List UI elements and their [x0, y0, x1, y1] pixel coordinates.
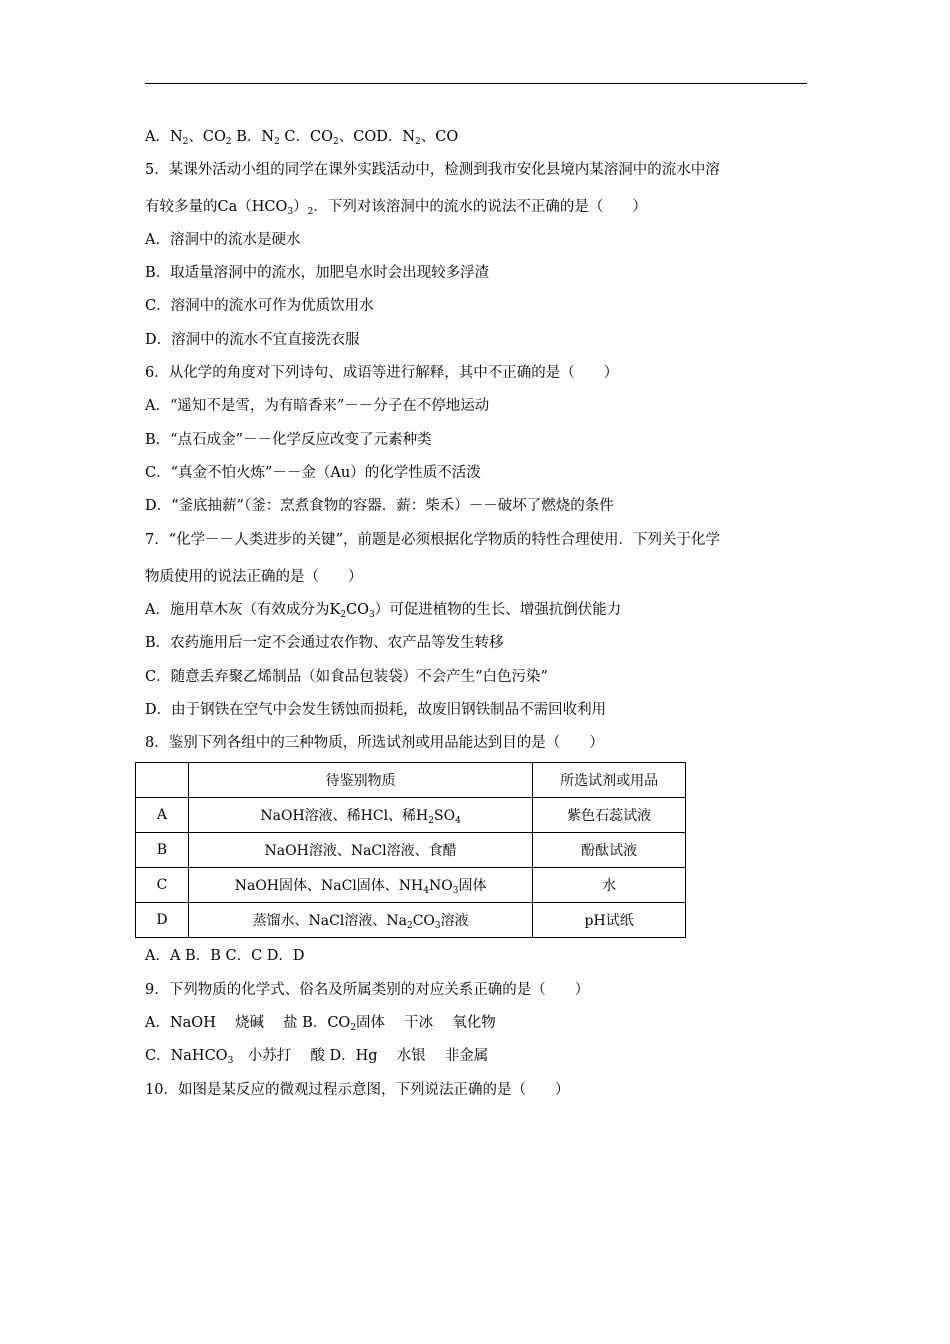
- q8-options: A．A B．B C．C D．D: [145, 948, 305, 964]
- table-row: [136, 903, 686, 938]
- table-header-cell: [136, 763, 189, 798]
- q8-table: [135, 762, 686, 938]
- table-header-cell: 待鉴别物质: [188, 763, 532, 798]
- q5-option-d: D．溶洞中的流水不宜直接洗衣服: [145, 332, 360, 348]
- q7-stem-line1: 7．“化学－－人类进步的关键”，前题是必须根据化学物质的特性合理使用．下列关于化学: [145, 532, 721, 548]
- table-header-cell: 所选试剂或用品: [533, 763, 686, 798]
- table-row: [136, 798, 686, 833]
- q7-option-d: D．由于钢铁在空气中会发生锈蚀而损耗，故废旧钢铁制品不需回收利用: [145, 702, 607, 718]
- row-label: D: [136, 903, 189, 938]
- q9-options-line2: C．NaHCO$_3$ 小苏打 酸 D．Hg 水银 非金属: [145, 1048, 489, 1066]
- row-label: C: [136, 868, 189, 903]
- q6-option-d: D．“釜底抽薪”（釜：烹煮食物的容器．薪：柴禾）－－破坏了燃烧的条件: [145, 498, 614, 514]
- q6-option-c: C．“真金不怕火炼”－－金（Au）的化学性质不活泼: [145, 465, 481, 481]
- row-reagent: 酚酞试液: [533, 833, 686, 868]
- q7-option-a: A．施用草木灰（有效成分为$K_2CO_3$）可促进植物的生长、增强抗倒伏能力: [145, 602, 622, 620]
- q7-stem-line2: 物质使用的说法正确的是（ ）: [145, 569, 363, 585]
- row-label: B: [136, 833, 189, 868]
- q10-stem: 10．如图是某反应的微观过程示意图，下列说法正确的是（ ）: [145, 1082, 570, 1098]
- q4-options: A．$N_2$、$CO_2$ B．$N_2$ C．$CO_2$、COD．$N_2$、CO: [145, 129, 459, 147]
- row-reagent: pH试纸: [533, 903, 686, 938]
- row-reagent: 水: [533, 868, 686, 903]
- table-row: [136, 833, 686, 868]
- q5-stem-line1: 5．某课外活动小组的同学在课外实践活动中，检测到我市安化县境内某溶洞中的流水中溶: [145, 162, 720, 178]
- q5-option-b: B．取适量溶洞中的流水，加肥皂水时会出现较多浮渣: [145, 265, 490, 281]
- row-materials: NaOH固体、NaCl固体、$NH_4NO_3$固体: [188, 868, 532, 903]
- row-materials: 蒸馏水、NaCl溶液、$Na_2CO_3$溶液: [188, 903, 532, 938]
- q7-option-c: C．随意丢弃聚乙烯制品（如食品包装袋）不会产生“白色污染”: [145, 669, 548, 685]
- q9-options-line1: A．NaOH 烧碱 盐 B．$CO_2$固体 干冰 氧化物: [145, 1015, 496, 1033]
- q9-stem: 9．下列物质的化学式、俗名及所属类别的对应关系正确的是（ ）: [145, 982, 590, 998]
- q5-stem-line2: 有较多量的$Ca(HCO_3)_2$．下列对该溶洞中的流水的说法不正确的是（ ）: [145, 199, 647, 217]
- q6-option-a: A．“遥知不是雪，为有暗香来”－－分子在不停地运动: [145, 398, 490, 414]
- table-header-row: [136, 763, 686, 798]
- q5-option-c: C．溶洞中的流水可作为优质饮用水: [145, 298, 374, 314]
- q6-stem: 6．从化学的角度对下列诗句、成语等进行解释，其中不正确的是（ ）: [145, 365, 619, 381]
- row-reagent: 紫色石蕊试液: [533, 798, 686, 833]
- row-materials: NaOH溶液、稀HCl、稀$H_2SO_4$: [188, 798, 532, 833]
- q8-stem: 8．鉴别下列各组中的三种物质，所选试剂或用品能达到目的是（ ）: [145, 735, 604, 751]
- row-label: A: [136, 798, 189, 833]
- table-row: [136, 868, 686, 903]
- q6-option-b: B．“点石成金”－－化学反应改变了元素种类: [145, 432, 432, 448]
- q7-option-b: B．农药施用后一定不会通过农作物、农产品等发生转移: [145, 635, 504, 651]
- row-materials: NaOH溶液、NaCl溶液、食醋: [188, 833, 532, 868]
- header-rule: [145, 83, 807, 84]
- q5-option-a: A．溶洞中的流水是硬水: [145, 232, 301, 248]
